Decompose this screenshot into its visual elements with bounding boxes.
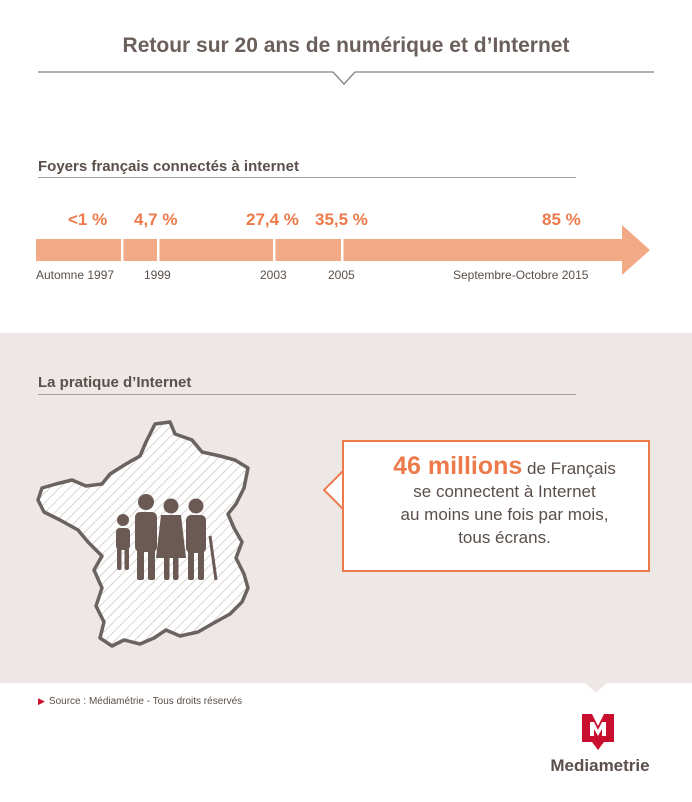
timeline-value-2015: 85 % — [542, 210, 581, 229]
timeline-year-2005: 2005 — [328, 268, 355, 282]
timeline-tick-1997 — [121, 239, 124, 261]
stat-highlight: 46 millions — [393, 452, 523, 480]
timeline-year-2003: 2003 — [260, 268, 287, 282]
timeline-year-1997: Automne 1997 — [36, 268, 115, 282]
timeline-value-2005: 35,5 % — [315, 210, 368, 229]
stat-line-2: se connectent à Internet — [413, 482, 596, 501]
section-title-practice: La pratique d’Internet — [38, 374, 192, 391]
timeline-value-2003: 27,4 % — [246, 210, 299, 229]
source-text: Source : Médiamétrie - Tous droits réservés — [48, 696, 243, 707]
stat-line-3: au moins une fois par mois, — [400, 505, 609, 524]
timeline-value-1999: 4,7 % — [134, 210, 178, 229]
timeline-year-2015: Septembre-Octobre 2015 — [453, 268, 589, 282]
timeline-year-1999: 1999 — [144, 268, 171, 282]
stat-line-4: tous écrans. — [458, 528, 551, 547]
header-divider — [38, 68, 654, 92]
band-notch — [584, 682, 608, 694]
stat-line-1: de Français — [522, 459, 616, 478]
source-arrow-icon: ▶ — [38, 696, 45, 706]
mediametrie-logo-icon — [580, 712, 616, 752]
stat-callout-text — [372, 452, 637, 549]
brand-name: Mediametrie — [550, 756, 650, 775]
section-divider — [38, 177, 576, 178]
timeline-tick-2005 — [341, 239, 344, 261]
section-title-connected: Foyers français connectés à internet — [38, 158, 299, 175]
section-divider — [38, 394, 576, 395]
timeline-value-1997: <1 % — [68, 210, 108, 229]
timeline-tick-2003 — [273, 239, 276, 261]
france-map-icon — [30, 418, 260, 653]
source-note — [38, 696, 242, 707]
page-title: Retour sur 20 ans de numérique et d’Internet — [122, 34, 570, 57]
timeline-tick-1999 — [157, 239, 160, 261]
